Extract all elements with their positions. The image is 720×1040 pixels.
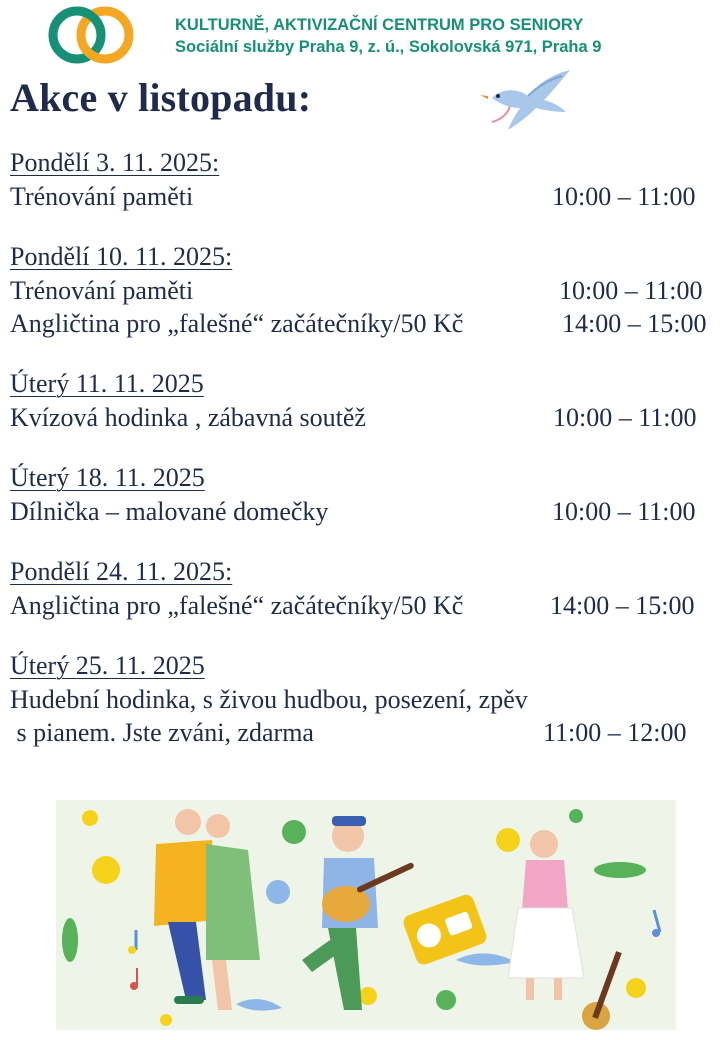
event-name-line1: Hudební hodinka, s živou hudbou, posezení, zpěv [10, 685, 528, 714]
event-day [10, 555, 716, 622]
event-day [10, 367, 716, 434]
page-title: Akce v listopadu: [10, 75, 312, 120]
event-time: 14:00 – 15:00 [550, 591, 695, 620]
events-list [10, 146, 716, 776]
event-date: Úterý 25. 11. 2025 [10, 651, 205, 680]
event-item [10, 495, 716, 528]
event-name: Kvízová hodinka , zábavná soutěž [10, 403, 366, 432]
event-name: Trénování paměti [10, 276, 194, 305]
event-date: Úterý 18. 11. 2025 [10, 463, 205, 492]
flying-bird-icon [470, 62, 580, 134]
event-name: Dílnička – malované domečky [10, 497, 329, 526]
event-item [10, 716, 716, 749]
event-name-line2: s pianem. Jste zváni, zdarma [10, 718, 314, 747]
event-time: 14:00 – 15:00 [562, 309, 707, 338]
event-name: Angličtina pro „falešné“ začátečníky/50 Kč [10, 309, 464, 338]
event-day [10, 146, 716, 213]
event-day [10, 461, 716, 528]
organization-header [175, 14, 601, 58]
organization-name: KULTURNĚ, AKTIVIZAČNÍ CENTRUM PRO SENIORY [175, 16, 584, 34]
event-time: 10:00 – 11:00 [552, 497, 696, 526]
dancing-seniors-illustration-icon [56, 800, 676, 1030]
event-day [10, 240, 716, 340]
event-date: Pondělí 3. 11. 2025: [10, 148, 220, 177]
event-item [10, 180, 716, 213]
organization-logo-icon [48, 4, 134, 66]
event-item [10, 401, 716, 434]
organization-address: Sociální služby Praha 9, z. ú., Sokolovská 971, Praha 9 [175, 38, 602, 56]
event-name: Angličtina pro „falešné“ začátečníky/50 Kč [10, 591, 464, 620]
event-item [10, 274, 716, 307]
event-item [10, 683, 716, 716]
event-date: Pondělí 10. 11. 2025: [10, 242, 233, 271]
event-day [10, 649, 716, 749]
event-item [10, 307, 716, 340]
event-time: 10:00 – 11:00 [559, 276, 703, 305]
event-time: 10:00 – 11:00 [552, 182, 696, 211]
event-date: Pondělí 24. 11. 2025: [10, 557, 233, 586]
event-date: Úterý 11. 11. 2025 [10, 369, 204, 398]
event-time: 11:00 – 12:00 [543, 718, 687, 747]
event-time: 10:00 – 11:00 [553, 403, 697, 432]
event-name: Trénování paměti [10, 182, 194, 211]
event-item [10, 589, 716, 622]
